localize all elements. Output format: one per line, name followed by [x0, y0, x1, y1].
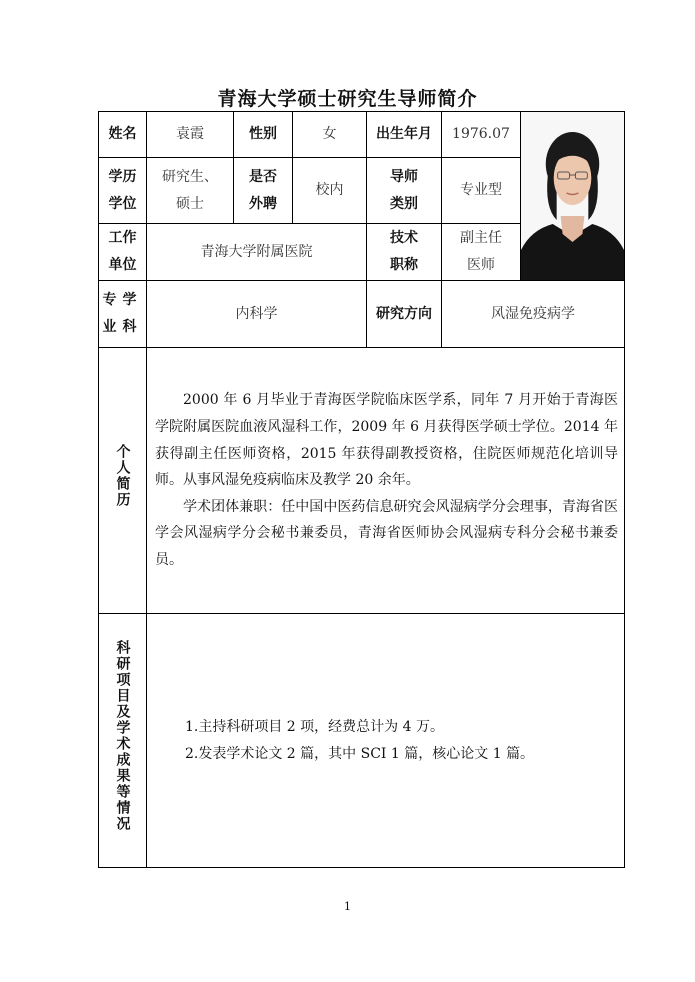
research-item: 2.发表学术论文 2 篇，其中 SCI 1 篇，核心论文 1 篇。: [185, 745, 535, 762]
research-content: [147, 614, 625, 868]
profile-table: [98, 111, 625, 868]
birth-label: 出生年月: [367, 112, 442, 158]
work-unit-value: 青海大学附属医院: [147, 224, 367, 281]
page-number: 1: [344, 900, 351, 913]
title-value: 副主任 医师: [442, 224, 521, 281]
name-value: 袁霞: [147, 112, 234, 158]
birth-value: 1976.07: [442, 112, 521, 158]
name-label: 姓名: [99, 112, 147, 158]
bio-label: 个人简历: [114, 443, 131, 508]
bio-paragraph: 2000 年 6 月毕业于青海医学院临床医学系，同年 7 月开始于青海医学院附属医院血液风湿科工作，2009 年 6 月获得医学硕士学位。2014 年获得副主任医师资格，2015 年获得副教授资格，住院医师规范化培训导师。从事风湿免疫病临床及教学 20 余年。: [155, 392, 618, 489]
bio-label-cell: [99, 348, 147, 614]
education-label: 学历 学位: [99, 158, 147, 224]
discipline-value: 内科学: [147, 281, 367, 348]
education-value: 研究生、 硕士: [147, 158, 234, 224]
research-direction-label: 研究方向: [367, 281, 442, 348]
photo-cell: [521, 112, 625, 281]
gender-label: 性别: [234, 112, 293, 158]
gender-value: 女: [293, 112, 367, 158]
research-label-cell: [99, 614, 147, 868]
advisor-type-value: 专业型: [442, 158, 521, 224]
work-unit-label: 工作 单位: [99, 224, 147, 281]
external-value: 校内: [293, 158, 367, 224]
research-direction-value: 风湿免疫病学: [442, 281, 625, 348]
research-item: 1.主持科研项目 2 项，经费总计为 4 万。: [185, 718, 444, 735]
research-label: 科研项目及学术成果等情况: [114, 639, 131, 832]
discipline-label: 专学 业科: [99, 281, 147, 348]
portrait-photo: [521, 112, 624, 280]
title-label: 技术 职称: [367, 224, 442, 281]
page-title: 青海大学硕士研究生导师简介: [217, 88, 478, 110]
bio-content: [147, 348, 625, 614]
external-label: 是否 外聘: [234, 158, 293, 224]
bio-paragraph: 学术团体兼职：任中国中医药信息研究会风湿病学分会理事，青海省医学会风湿病学分会秘书兼委员，青海省医师协会风湿病专科分会秘书兼委员。: [155, 498, 618, 568]
advisor-type-label: 导师 类别: [367, 158, 442, 224]
